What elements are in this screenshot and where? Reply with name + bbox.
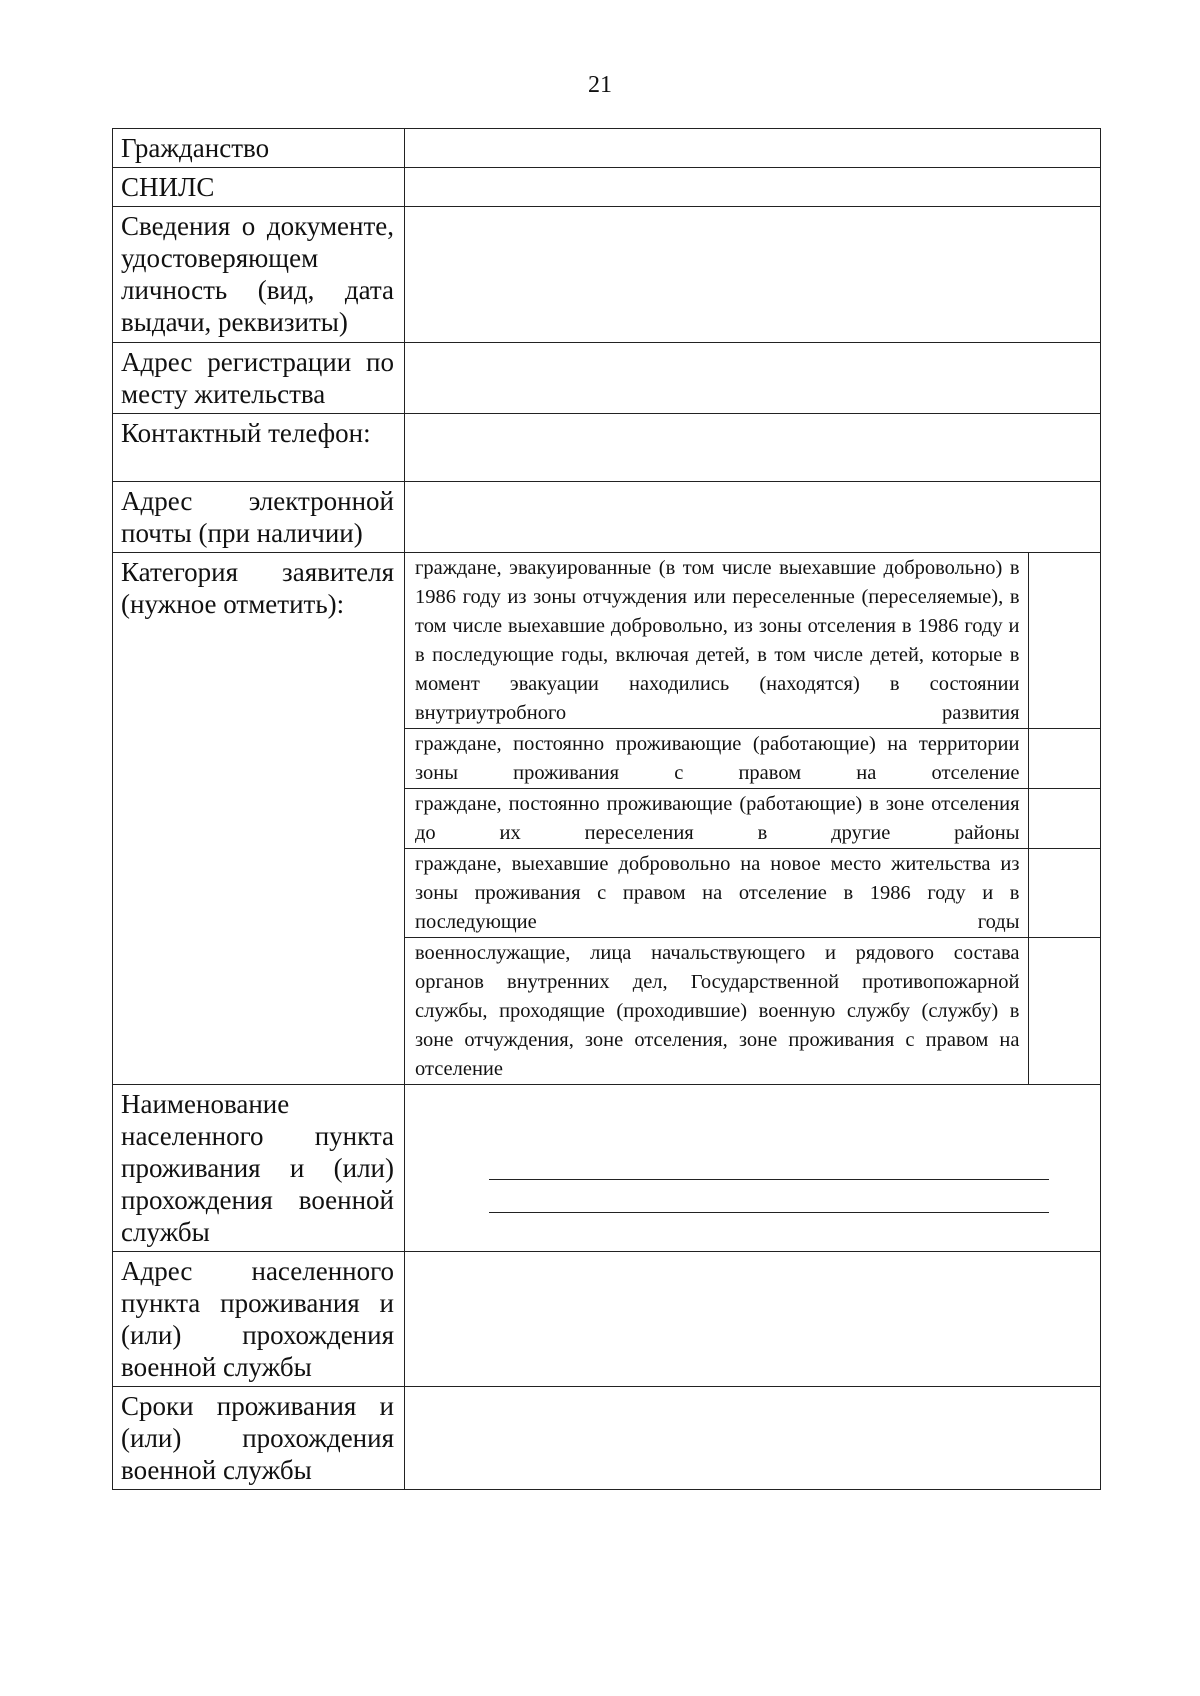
- row-phone: [113, 414, 1101, 482]
- page-number: 21: [588, 72, 612, 98]
- row-category: [113, 553, 1101, 1085]
- category-text: граждане, выехавшие добровольно на новое место жительства из зоны проживания с правом на отселение в 1986 году и в последующие годы: [415, 853, 1020, 933]
- reg-address-field[interactable]: [405, 343, 1101, 414]
- citizenship-field[interactable]: [405, 129, 1101, 168]
- row-snils: [113, 168, 1101, 207]
- category-list: [405, 553, 1100, 1084]
- row-periods: [113, 1387, 1101, 1490]
- label-phone: Контактный телефон:: [121, 418, 371, 448]
- category-option: [405, 729, 1100, 789]
- category-text: граждане, постоянно проживающие (работающие) на территории зоны проживания с правом на отселение: [415, 733, 1020, 784]
- label-email: Адрес электронной почты (при наличии): [121, 486, 394, 548]
- label-settlement-name: Наименование населенного пункта проживания и (или) прохождения военной службы: [121, 1089, 394, 1247]
- category-text: граждане, эвакуированные (в том числе выехавшие добровольно) в 1986 году из зоны отчуждения или переселенные (переселяемые), в том числе выехавшие добровольно, из зоны отселения в 1986 году и в последующие годы, включая детей, в том числе детей, которые в момент эвакуации находились (находятся) в состоянии внутриутробного развития: [415, 557, 1020, 724]
- label-reg-address: Адрес регистрации по месту жительства: [121, 347, 394, 409]
- row-id-document: [113, 207, 1101, 343]
- category-checkbox[interactable]: [1028, 849, 1100, 938]
- category-option: [405, 938, 1100, 1085]
- row-settlement-address: [113, 1252, 1101, 1387]
- periods-field[interactable]: [405, 1387, 1101, 1490]
- category-checkbox[interactable]: [1028, 789, 1100, 849]
- settlement-name-field[interactable]: [405, 1085, 1101, 1252]
- fill-line: [489, 1147, 1049, 1180]
- category-text: граждане, постоянно проживающие (работающие) в зоне отселения до их переселения в другие районы: [415, 793, 1020, 844]
- email-field[interactable]: [405, 482, 1101, 553]
- category-checkbox[interactable]: [1028, 553, 1100, 729]
- label-snils: СНИЛС: [121, 172, 215, 202]
- label-id-document: Сведения о документе, удостоверяющем личность (вид, дата выдачи, реквизиты): [121, 211, 394, 337]
- settlement-address-field[interactable]: [405, 1252, 1101, 1387]
- id-document-field[interactable]: [405, 207, 1101, 343]
- category-options: [405, 553, 1101, 1085]
- label-settlement-address: Адрес населенного пункта проживания и (или) прохождения военной службы: [121, 1256, 394, 1382]
- label-category: Категория заявителя (нужное отметить):: [121, 557, 394, 619]
- fill-line: [489, 1180, 1049, 1213]
- snils-field[interactable]: [405, 168, 1101, 207]
- category-text: военнослужащие, лица начальствующего и рядового состава органов внутренних дел, Государственной противопожарной службы, проходящие (проходившие) военную службу (службу) в зоне отчуждения, зоне отселения, зоне проживания с правом на отселение: [415, 942, 1020, 1080]
- phone-field[interactable]: [405, 414, 1101, 482]
- row-email: [113, 482, 1101, 553]
- application-form-table: [112, 128, 1101, 1490]
- category-option: [405, 849, 1100, 938]
- category-checkbox[interactable]: [1028, 938, 1100, 1085]
- row-reg-address: [113, 343, 1101, 414]
- label-citizenship: Гражданство: [121, 133, 270, 163]
- label-periods: Сроки проживания и (или) прохождения военной службы: [121, 1391, 394, 1485]
- row-citizenship: [113, 129, 1101, 168]
- category-option: [405, 553, 1100, 729]
- row-settlement-name: [113, 1085, 1101, 1252]
- category-checkbox[interactable]: [1028, 729, 1100, 789]
- category-option: [405, 789, 1100, 849]
